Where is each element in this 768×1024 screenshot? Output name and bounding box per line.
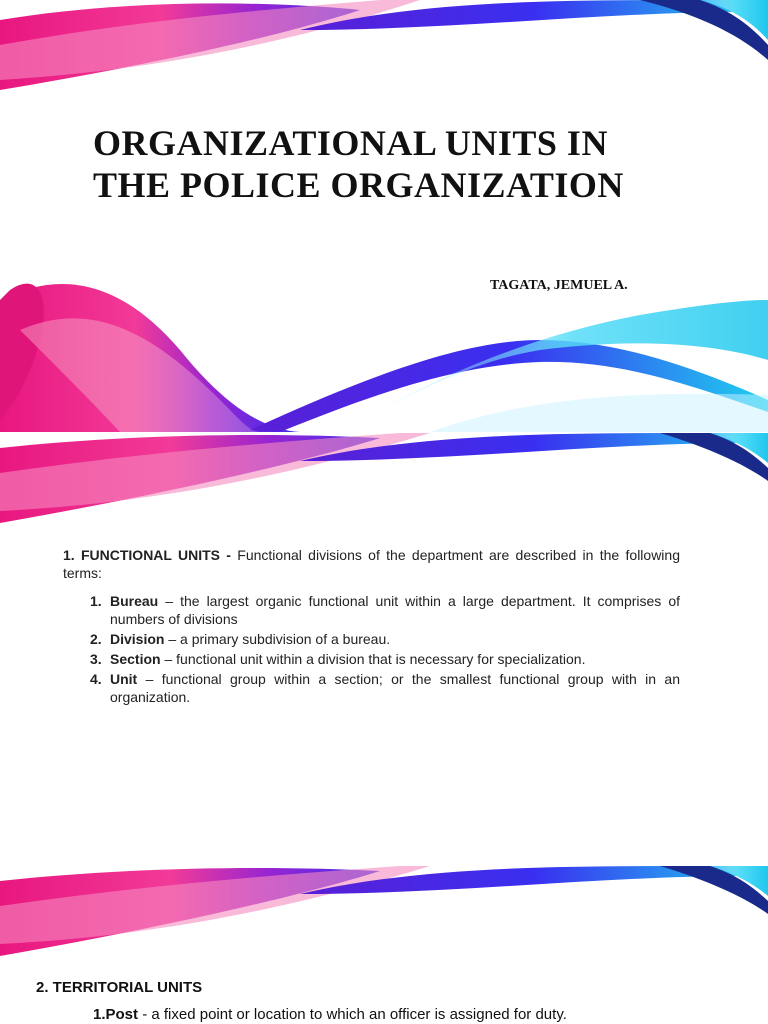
item-term: Unit bbox=[110, 671, 138, 687]
title-slide bbox=[0, 0, 768, 432]
top-ribbon-graphic bbox=[0, 0, 768, 432]
item-number: 2. bbox=[90, 631, 102, 647]
title-line-2: THE POLICE ORGANIZATION bbox=[93, 165, 624, 205]
functional-units-slide bbox=[0, 433, 768, 865]
item-definition: - a fixed point or location to which an officer is assigned for duty. bbox=[138, 1006, 567, 1023]
item-number: 1. bbox=[93, 1006, 106, 1023]
item-definition: – functional group within a section; or the smallest functional group with in an organization. bbox=[110, 671, 680, 705]
list-item bbox=[63, 630, 680, 648]
top-ribbon-graphic bbox=[0, 433, 768, 523]
item-definition: – a primary subdivision of a bureau. bbox=[164, 631, 391, 647]
functional-units-content bbox=[63, 546, 680, 708]
unit-list bbox=[63, 592, 680, 706]
functional-units-intro bbox=[63, 546, 680, 582]
slide-title bbox=[93, 122, 733, 206]
list-item bbox=[93, 1006, 567, 1023]
author-name: TAGATA, JEMUEL A. bbox=[490, 278, 628, 293]
section-heading: 1. FUNCTIONAL UNITS - bbox=[63, 547, 231, 563]
item-definition: – functional unit within a division that is necessary for specialization. bbox=[160, 651, 586, 667]
item-number: 4. bbox=[90, 671, 102, 687]
territorial-units-slide bbox=[0, 866, 768, 1024]
item-term: Section bbox=[110, 651, 161, 667]
item-term: Division bbox=[110, 631, 165, 647]
item-number: 3. bbox=[90, 651, 102, 667]
item-term: Post bbox=[105, 1006, 139, 1023]
title-line-1: ORGANIZATIONAL UNITS IN bbox=[93, 123, 608, 163]
list-item bbox=[63, 592, 680, 628]
item-definition: – the largest organic functional unit within a large department. It comprises of numbers of divisions bbox=[110, 593, 680, 627]
item-term: Bureau bbox=[110, 593, 159, 609]
top-ribbon-graphic bbox=[0, 866, 768, 956]
intro-text: Functional divisions of the department are described in the following terms: bbox=[63, 547, 680, 581]
list-item bbox=[63, 670, 680, 706]
list-item bbox=[63, 650, 680, 668]
section-heading: 2. TERRITORIAL UNITS bbox=[36, 979, 203, 996]
item-number: 1. bbox=[90, 593, 102, 609]
